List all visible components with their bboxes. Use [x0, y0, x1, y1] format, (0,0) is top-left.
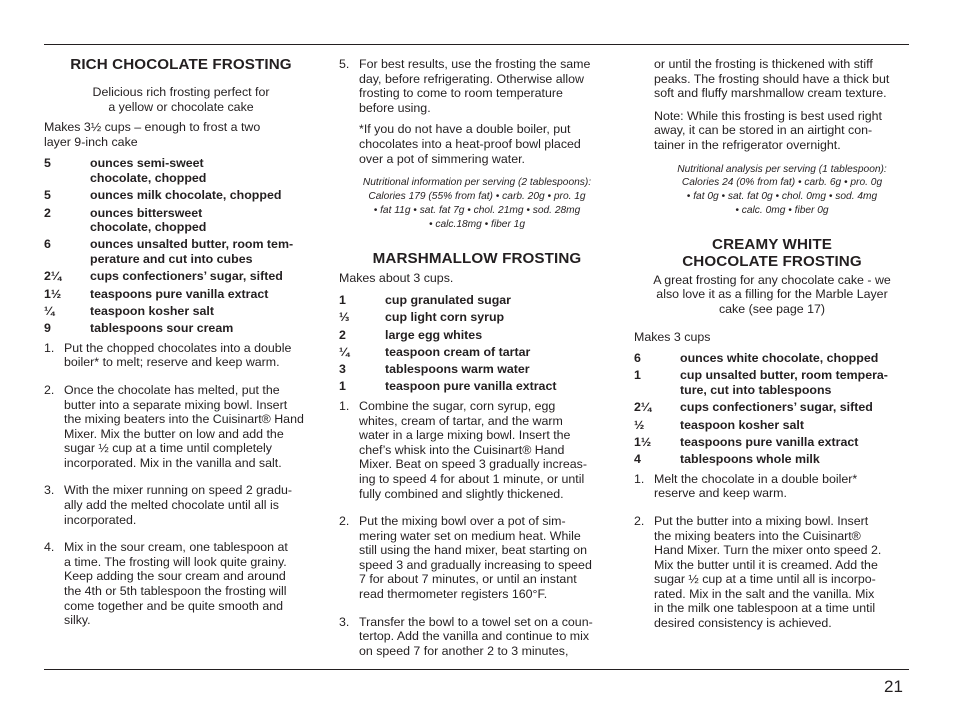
ingredient-text	[385, 345, 615, 360]
step-line: incorporated. Mix in the vanilla and salt.	[64, 455, 282, 470]
step-line: Put the mixing bowl over a pot of sim-	[359, 514, 566, 529]
ingredient-row	[339, 293, 615, 308]
rich-chocolate-yield	[44, 120, 318, 149]
ingredient-quantity: 1	[339, 292, 346, 307]
step-line: Put the butter into a mixing bowl. Insert	[654, 513, 869, 528]
ingredient-row	[634, 452, 910, 467]
step-number: 1.	[339, 398, 350, 413]
ingredient-line: ounces milk chocolate, chopped	[90, 188, 282, 203]
step-line: soft and fluffy marshmallow cream texture.	[654, 86, 887, 101]
instruction-step	[339, 399, 615, 501]
ingredient-quantity: 6	[44, 237, 51, 252]
ingredient-quantity: 5	[44, 156, 51, 171]
ingredient-quantity: 4	[634, 452, 641, 467]
step-number: 4.	[44, 540, 55, 555]
step-text	[64, 383, 318, 471]
ingredient-line: teaspoons pure vanilla extract	[90, 286, 269, 301]
step-line: a time. The frosting will look quite grainy.	[64, 554, 287, 569]
step-line: Mix the butter until it is creamed. Add the	[654, 557, 878, 572]
column-1	[44, 56, 318, 641]
step-line: come together and be quite smooth and	[64, 598, 284, 613]
ingredient-row	[44, 304, 318, 319]
step-number: 2.	[634, 513, 645, 528]
ingredient-quantity: 1½	[44, 286, 62, 301]
step-line: the mixing beaters into the Cuisinart®	[654, 528, 861, 543]
yield-line: Makes 3½ cups – enough to frost a two	[44, 120, 261, 135]
ingredient-text	[90, 156, 318, 185]
ingredient-quantity: ¼	[339, 344, 350, 359]
ingredient-line: cups confectioners’ sugar, sifted	[90, 269, 283, 284]
ingredient-quantity: 2¼	[44, 269, 62, 284]
step-line: For best results, use the frosting the same	[359, 57, 591, 71]
step-line: 7 for about 7 minutes, or until an instant	[359, 572, 577, 587]
step-line: boiler* to melt; reserve and keep warm.	[64, 355, 280, 370]
step-line: incorporated.	[64, 512, 137, 527]
intro-line: A great frosting for any chocolate cake - we	[653, 272, 891, 287]
ingredient-text	[90, 237, 318, 266]
step-line: ally add the melted chocolate until all is	[64, 498, 279, 513]
step-text	[359, 514, 615, 602]
step-line: sugar ½ cup at a time until completely	[64, 441, 272, 456]
marshmallow-frosting-title: MARSHMALLOW FROSTING	[372, 250, 582, 268]
step-number: 1.	[44, 340, 55, 355]
step-line: read thermometer registers 160°F.	[359, 587, 548, 602]
step-line: rated. Mix in the salt and the vanilla. Mix	[654, 586, 875, 601]
ingredient-quantity: 5	[44, 188, 51, 203]
note-line: Note: While this frosting is best used right	[654, 108, 882, 123]
step-text	[64, 540, 318, 628]
step-number: 2.	[44, 382, 55, 397]
instruction-step	[44, 341, 318, 370]
instruction-step	[634, 472, 910, 501]
ingredient-text	[90, 269, 318, 284]
note-line: away, it can be stored in an airtight con-	[654, 123, 873, 138]
ingredient-row	[44, 287, 318, 302]
footnote-line: *If you do not have a double boiler, put	[359, 122, 571, 137]
step-line: water in a large mixing bowl. Insert the	[359, 428, 571, 443]
creamy-white-intro	[634, 273, 910, 317]
ingredient-quantity: 2	[44, 205, 51, 220]
ingredient-quantity: 9	[44, 321, 51, 336]
creamy-white-ingredients	[634, 351, 910, 467]
nutrition-line: • fat 0g • sat. fat 0g • chol. 0mg • sod. 4mg	[686, 191, 878, 203]
step-line: Mix in the sour cream, one tablespoon at	[64, 540, 288, 555]
step-line: Transfer the bowl to a towel set on a coun-	[359, 614, 593, 629]
ingredient-line: ture, cut into tablespoons	[680, 383, 832, 397]
step-line: Melt the chocolate in a double boiler*	[654, 471, 858, 486]
intro-line: cake (see page 17)	[718, 301, 826, 316]
ingredient-line: tablespoons sour cream	[90, 321, 234, 336]
ingredient-text	[385, 379, 615, 394]
ingredient-row	[44, 206, 318, 235]
step-line: in the milk one tablespoon at a time until	[654, 601, 876, 616]
ingredient-line: cup granulated sugar	[385, 292, 511, 307]
step-line: whites, cream of tartar, and the warm	[359, 413, 563, 428]
ingredient-line: teaspoon pure vanilla extract	[385, 379, 557, 394]
instruction-step	[44, 383, 318, 471]
rich-chocolate-intro	[44, 85, 318, 114]
step-text	[359, 399, 615, 501]
ingredient-row	[339, 310, 615, 325]
ingredient-row	[634, 435, 910, 450]
ingredient-text	[90, 287, 318, 302]
instruction-step	[44, 540, 318, 628]
ingredient-row	[339, 362, 615, 377]
step-line: the 4th or 5th tablespoon the frosting will	[64, 584, 287, 599]
ingredient-line: cups confectioners’ sugar, sifted	[680, 400, 873, 415]
step-line: on speed 7 for another 2 to 3 minutes,	[359, 643, 569, 658]
nutrition-line: • calc. 0mg • fiber 0g	[735, 204, 829, 216]
ingredient-line: teaspoon cream of tartar	[385, 344, 531, 359]
step-line: speed 3 and gradually increasing to speed	[359, 557, 592, 572]
rich-chocolate-steps	[44, 341, 318, 628]
nutrition-line: Calories 24 (0% from fat) • carb. 6g • pro. 0g	[681, 177, 883, 189]
step-line: day, before refrigerating. Otherwise allow	[359, 71, 584, 86]
ingredient-line: cup light corn syrup	[385, 310, 505, 325]
ingredient-line: teaspoons pure vanilla extract	[680, 434, 859, 449]
ingredient-row	[44, 156, 318, 185]
ingredient-text	[680, 368, 910, 397]
step-line: sugar ½ cup at a time until all is incorpo-	[654, 572, 876, 587]
ingredient-row	[44, 269, 318, 284]
ingredient-quantity: 1	[634, 368, 641, 383]
ingredient-quantity: 2	[339, 327, 346, 342]
ingredient-row	[339, 379, 615, 394]
column-3	[634, 56, 910, 644]
nutrition-line: • fat 11g • sat. fat 7g • chol. 21mg • sod. 28mg	[373, 204, 581, 216]
ingredient-text	[90, 321, 318, 336]
ingredient-line: perature and cut into cubes	[90, 252, 253, 266]
ingredient-line: tablespoons whole milk	[680, 452, 820, 467]
rich-chocolate-frosting-title: RICH CHOCOLATE FROSTING	[70, 56, 292, 73]
step-number: 2.	[339, 514, 350, 529]
step-number: 1.	[634, 471, 645, 486]
nutrition-line: Nutritional information per serving (2 tablespoons):	[362, 177, 592, 189]
title-line: CHOCOLATE FROSTING	[682, 252, 862, 270]
column-2	[339, 56, 615, 671]
marshmallow-storage-note	[634, 109, 910, 153]
step-line: Mixer. Beat on speed 3 gradually increas-	[359, 457, 587, 472]
creamy-white-chocolate-frosting-title	[634, 236, 910, 270]
step-number: 3.	[339, 614, 350, 629]
title-line: CREAMY WHITE	[712, 235, 832, 253]
ingredient-text	[90, 304, 318, 319]
creamy-white-yield: Makes 3 cups	[634, 329, 711, 344]
ingredient-line: ounces semi-sweet	[90, 156, 204, 171]
ingredient-line: large egg whites	[385, 327, 483, 342]
instruction-step	[634, 514, 910, 631]
ingredient-text	[385, 362, 615, 377]
ingredient-row	[634, 400, 910, 415]
step-text	[359, 57, 615, 115]
step-text	[64, 341, 318, 370]
ingredient-line: chocolate, chopped	[90, 170, 207, 185]
ingredient-text	[90, 206, 318, 235]
step-line: mering water set on medium heat. While	[359, 528, 581, 543]
step-line: still using the hand mixer, beat starting on	[359, 543, 587, 558]
note-line: tainer in the refrigerator overnight.	[654, 137, 841, 152]
ingredient-line: ounces unsalted butter, room tem-	[90, 237, 294, 252]
step-number: 5.	[339, 57, 350, 71]
ingredient-line: teaspoon kosher salt	[90, 303, 214, 318]
ingredient-row	[44, 188, 318, 203]
step-line: tertop. Add the vanilla and continue to mix	[359, 629, 590, 644]
ingredient-line: ounces white chocolate, chopped	[680, 351, 879, 366]
page-number: 21	[884, 677, 903, 696]
yield-line: layer 9-inch cake	[44, 134, 138, 149]
rich-chocolate-nutrition	[339, 176, 615, 231]
step-text	[654, 514, 910, 631]
step-line: fully combined and slightly thickened.	[359, 486, 564, 501]
bottom-rule	[44, 669, 909, 670]
step-line: ing to speed 4 for about 1 minute, or until	[359, 471, 585, 486]
step-line: With the mixer running on speed 2 gradu-	[64, 483, 292, 498]
ingredient-line: tablespoons warm water	[385, 362, 530, 377]
footnote-line: over a pot of simmering water.	[359, 151, 525, 166]
nutrition-line: • calc.18mg • fiber 1g	[428, 218, 526, 230]
step-line: the mixing beaters into the Cuisinart® Hand	[64, 412, 304, 427]
ingredient-quantity: 3	[339, 362, 346, 377]
intro-line: Delicious rich frosting perfect for	[92, 85, 270, 99]
step-line: before using.	[359, 100, 431, 115]
step-text	[359, 615, 615, 659]
ingredient-text	[680, 452, 910, 467]
top-rule	[44, 44, 909, 45]
step-line: chef’s whisk into the Cuisinart® Hand	[359, 442, 565, 457]
step-line: peaks. The frosting should have a thick but	[654, 71, 890, 86]
marshmallow-steps	[339, 399, 615, 659]
ingredient-quantity: 6	[634, 351, 641, 366]
marshmallow-yield: Makes about 3 cups.	[339, 271, 454, 286]
ingredient-text	[680, 400, 910, 415]
ingredient-quantity: ½	[634, 417, 645, 432]
intro-line: a yellow or chocolate cake	[108, 99, 254, 114]
nutrition-line: Calories 179 (55% from fat) • carb. 20g • pro. 1g	[368, 190, 586, 202]
ingredient-text	[385, 310, 615, 325]
ingredient-quantity: 1	[339, 379, 346, 394]
ingredient-text	[90, 188, 318, 203]
ingredient-text	[385, 293, 615, 308]
ingredient-row	[44, 321, 318, 336]
step-line: Once the chocolate has melted, put the	[64, 382, 280, 397]
step-text	[64, 483, 318, 527]
rich-chocolate-step-5	[339, 57, 615, 115]
step-line: silky.	[64, 613, 91, 628]
step-line: reserve and keep warm.	[654, 486, 787, 501]
ingredient-row	[339, 328, 615, 343]
step-text	[654, 472, 910, 501]
ingredient-quantity: 1½	[634, 434, 652, 449]
ingredient-row	[44, 237, 318, 266]
step-line: frosting to come to room temperature	[359, 86, 563, 101]
ingredient-row	[634, 351, 910, 366]
ingredient-line: teaspoon kosher salt	[680, 417, 804, 432]
ingredient-text	[680, 418, 910, 433]
step-line: Combine the sugar, corn syrup, egg	[359, 398, 556, 413]
ingredient-text	[385, 328, 615, 343]
step-line: Mixer. Mix the butter on low and add the	[64, 426, 284, 441]
step-line: butter into a separate mixing bowl. Insert	[64, 397, 288, 412]
step-line: Put the chopped chocolates into a double	[64, 340, 292, 355]
ingredient-text	[680, 351, 910, 366]
ingredient-quantity: ⅓	[339, 310, 350, 325]
step-number: 3.	[44, 483, 55, 498]
marshmallow-ingredients	[339, 293, 615, 394]
ingredient-row	[634, 368, 910, 397]
instruction-step	[339, 57, 615, 115]
nutrition-line: Nutritional analysis per serving (1 tablespoon):	[677, 163, 887, 175]
step-line: Hand Mixer. Turn the mixer onto speed 2.	[654, 543, 882, 558]
marshmallow-step-3-continued	[634, 57, 910, 101]
ingredient-quantity: ¼	[44, 303, 55, 318]
ingredient-text	[680, 435, 910, 450]
ingredient-line: chocolate, chopped	[90, 220, 207, 235]
step-line: or until the frosting is thickened with stiff	[654, 57, 873, 71]
ingredient-row	[634, 418, 910, 433]
ingredient-line: cup unsalted butter, room tempera-	[680, 368, 888, 383]
creamy-white-steps	[634, 472, 910, 631]
marshmallow-nutrition	[634, 163, 910, 218]
step-line: Keep adding the sour cream and around	[64, 569, 286, 584]
instruction-step	[339, 514, 615, 602]
instruction-step	[44, 483, 318, 527]
intro-line: also love it as a filling for the Marble Layer	[656, 287, 888, 302]
footnote-line: chocolates into a heat-proof bowl placed	[359, 136, 581, 151]
ingredient-quantity: 2¼	[634, 400, 652, 415]
step-line: desired consistency is achieved.	[654, 616, 832, 631]
ingredient-row	[339, 345, 615, 360]
ingredient-line: ounces bittersweet	[90, 205, 203, 220]
double-boiler-footnote	[339, 122, 615, 166]
instruction-step	[339, 615, 615, 659]
rich-chocolate-ingredients	[44, 156, 318, 335]
